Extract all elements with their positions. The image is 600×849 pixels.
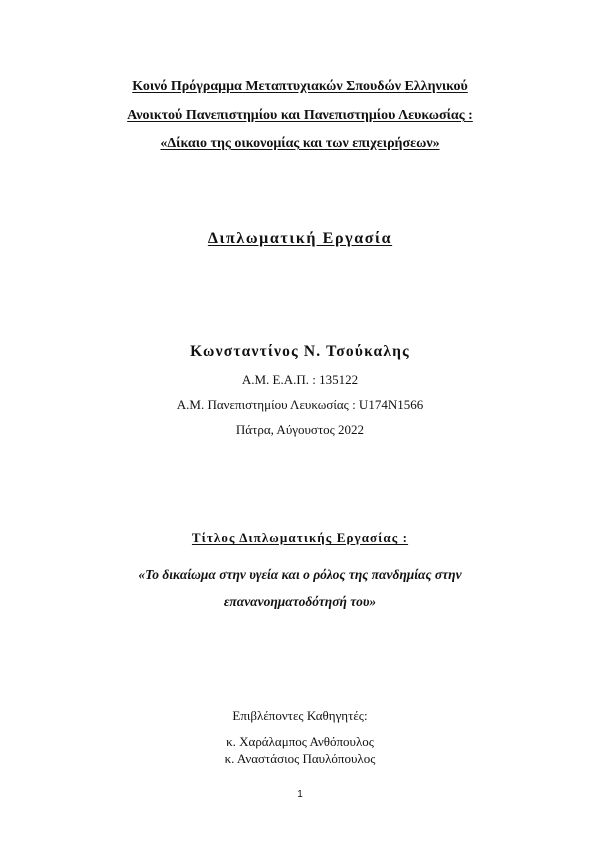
supervisors-label: Επιβλέποντες Καθηγητές: (232, 708, 368, 723)
supervisor-name: κ. Αναστάσιος Παυλόπουλος (224, 751, 376, 766)
program-title-line-3: «Δίκαιο της οικονομίας και των επιχειρήσεων» (160, 136, 440, 151)
program-title-line-1: Κοινό Πρόγραμμα Μεταπτυχιακών Σπουδών Ελληνικού (132, 79, 468, 94)
document-type-title: Διπλωματική Εργασία (207, 230, 393, 247)
place-and-date: Πάτρα, Αύγουστος 2022 (235, 422, 365, 437)
program-title-line-2: Ανοικτού Πανεπιστημίου και Πανεπιστημίου Λευκωσίας : (127, 108, 473, 123)
thesis-title-label: Τίτλος Διπλωματικής Εργασίας : (191, 530, 409, 545)
eap-registration-number: Α.Μ. Ε.Α.Π. : 135122 (241, 372, 359, 387)
supervisor-name: κ. Χαράλαμπος Ανθόπουλος (226, 734, 374, 749)
thesis-title-line-2: επανανοηματοδότησή του» (223, 594, 377, 609)
unic-registration-number: Α.Μ. Πανεπιστημίου Λευκωσίας : U174N1566 (176, 397, 424, 412)
thesis-title-line-1: «Το δικαίωμα στην υγεία και ο ρόλος της πανδημίας στην (138, 567, 462, 582)
author-name: Κωνσταντίνος Ν. Τσούκαλης (190, 343, 410, 360)
page-number: 1 (297, 789, 303, 800)
